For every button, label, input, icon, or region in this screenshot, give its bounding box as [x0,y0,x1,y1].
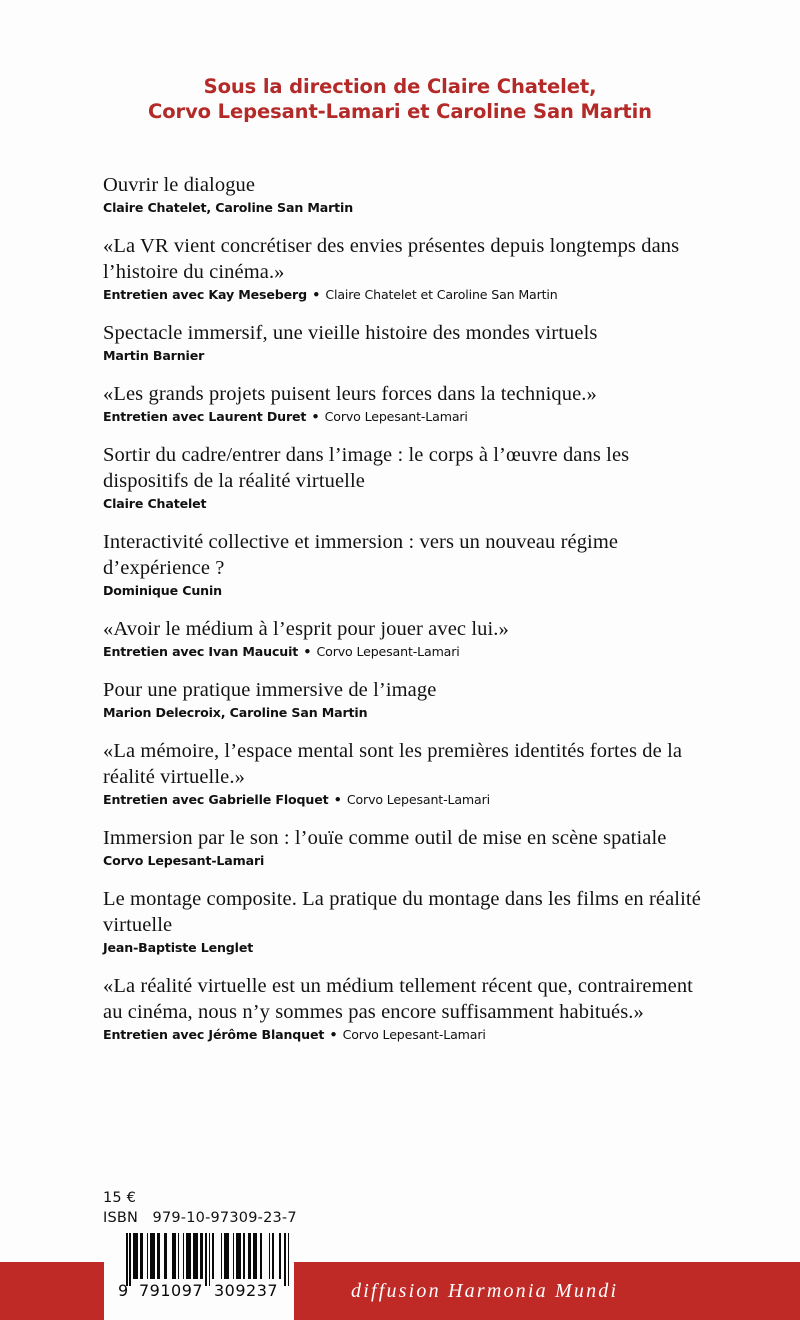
contents-entry [103,886,715,956]
barcode [118,1233,294,1307]
entry-credit [103,1026,715,1043]
entry-credit-lead: Entretien avec Laurent Duret [103,409,307,424]
entry-credit-separator: • [307,287,325,302]
isbn-number: 979-10-97309-23-7 [152,1210,297,1226]
entry-credit-lead: Martin Barnier [103,348,205,363]
barcode-right-group: 309237 [214,1281,279,1300]
footer-band-left [0,1262,104,1320]
entry-title: Pour une pratique immersive de l’image [103,679,437,701]
table-of-contents [103,172,715,1043]
entry-credit-separator: • [299,644,316,659]
entry-credit-lead: Claire Chatelet, Caroline San Martin [103,200,354,215]
entry-title: Interactivité collective et immersion : vers un nouveau régime d’expérience ? [103,531,619,579]
entry-credit-lead: Corvo Lepesant-Lamari [103,853,265,868]
contents-entry [103,172,715,216]
entry-title: «Avoir le médium à l’esprit pour jouer avec lui.» [103,618,509,640]
entry-credit-separator: • [329,792,346,807]
contents-entry [103,233,715,303]
entry-title: Le montage composite. La pratique du montage dans les films en réalité virtuelle [103,888,701,936]
entry-credit-lead: Entretien avec Gabrielle Floquet [103,792,329,807]
entry-credit [103,643,715,660]
entry-credit [103,852,715,869]
entry-credit-separator: • [325,1027,342,1042]
contents-entry [103,677,715,721]
entry-credit [103,704,715,721]
entry-credit [103,939,715,956]
contents-entry [103,973,715,1043]
distributor-label: diffusion Harmonia Mundi [351,1279,619,1302]
entry-credit-lead: Entretien avec Kay Meseberg [103,287,307,302]
entry-title: «Les grands projets puisent leurs forces dans la technique.» [103,383,597,405]
entry-credit [103,347,715,364]
barcode-bar [214,1233,221,1279]
entry-credit [103,286,715,303]
barcode-bars [126,1233,289,1279]
contents-entry [103,825,715,869]
barcode-bar [262,1233,269,1279]
directors-line-2: Corvo Lepesant-Lamari et Caroline San Martin [148,100,652,123]
entry-credit-separator: • [307,409,324,424]
entry-title: Ouvrir le dialogue [103,174,256,196]
entry-credit-lead: Entretien avec Ivan Maucuit [103,644,299,659]
barcode-lead-digit: 9 [118,1281,129,1300]
isbn-label: ISBN [103,1210,139,1226]
entry-credit [103,791,715,808]
directors-line-1: Sous la direction de Claire Chatelet, [203,75,597,98]
entry-credit-tail: Claire Chatelet et Caroline San Martin [325,287,558,302]
contents-entry [103,529,715,599]
entry-credit [103,408,715,425]
entry-credit-tail: Corvo Lepesant-Lamari [342,1027,486,1042]
entry-credit [103,582,715,599]
barcode-bar [288,1233,290,1286]
entry-title: Sortir du cadre/entrer dans l’image : le corps à l’œuvre dans les dispositifs de la réalité virtuelle [103,444,630,492]
contents-entry [103,442,715,512]
entry-credit-lead: Claire Chatelet [103,496,207,511]
entry-title: «La VR vient concrétiser des envies présentes depuis longtemps dans l’histoire du cinéma.» [103,235,680,283]
entry-credit [103,199,715,216]
barcode-digits [118,1281,294,1299]
price: 15 € [103,1190,137,1206]
contents-entry [103,320,715,364]
entry-title: «La réalité virtuelle est un médium tellement récent que, contrairement au cinéma, nous n’y sommes pas encore suffisamment habitués.» [103,975,693,1023]
entry-credit-lead: Dominique Cunin [103,583,222,598]
contents-entry [103,738,715,808]
entry-title: Spectacle immersif, une vieille histoire des mondes virtuels [103,322,598,344]
footer-band-right [294,1262,800,1320]
price-isbn-block [103,1189,297,1228]
barcode-left-group: 791097 [139,1281,204,1300]
entry-credit-tail: Corvo Lepesant-Lamari [324,409,468,424]
entry-credit-tail: Corvo Lepesant-Lamari [346,792,490,807]
contents-entry [103,381,715,425]
entry-title: «La mémoire, l’espace mental sont les premières identités fortes de la réalité virtuelle.» [103,740,683,788]
entry-title: Immersion par le son : l’ouïe comme outil de mise en scène spatiale [103,827,667,849]
directors-heading [0,74,800,124]
contents-entry [103,616,715,660]
entry-credit-lead: Marion Delecroix, Caroline San Martin [103,705,368,720]
entry-credit-lead: Jean-Baptiste Lenglet [103,940,254,955]
entry-credit-tail: Corvo Lepesant-Lamari [316,644,460,659]
isbn-row [103,1208,297,1228]
entry-credit [103,495,715,512]
entry-credit-lead: Entretien avec Jérôme Blanquet [103,1027,325,1042]
